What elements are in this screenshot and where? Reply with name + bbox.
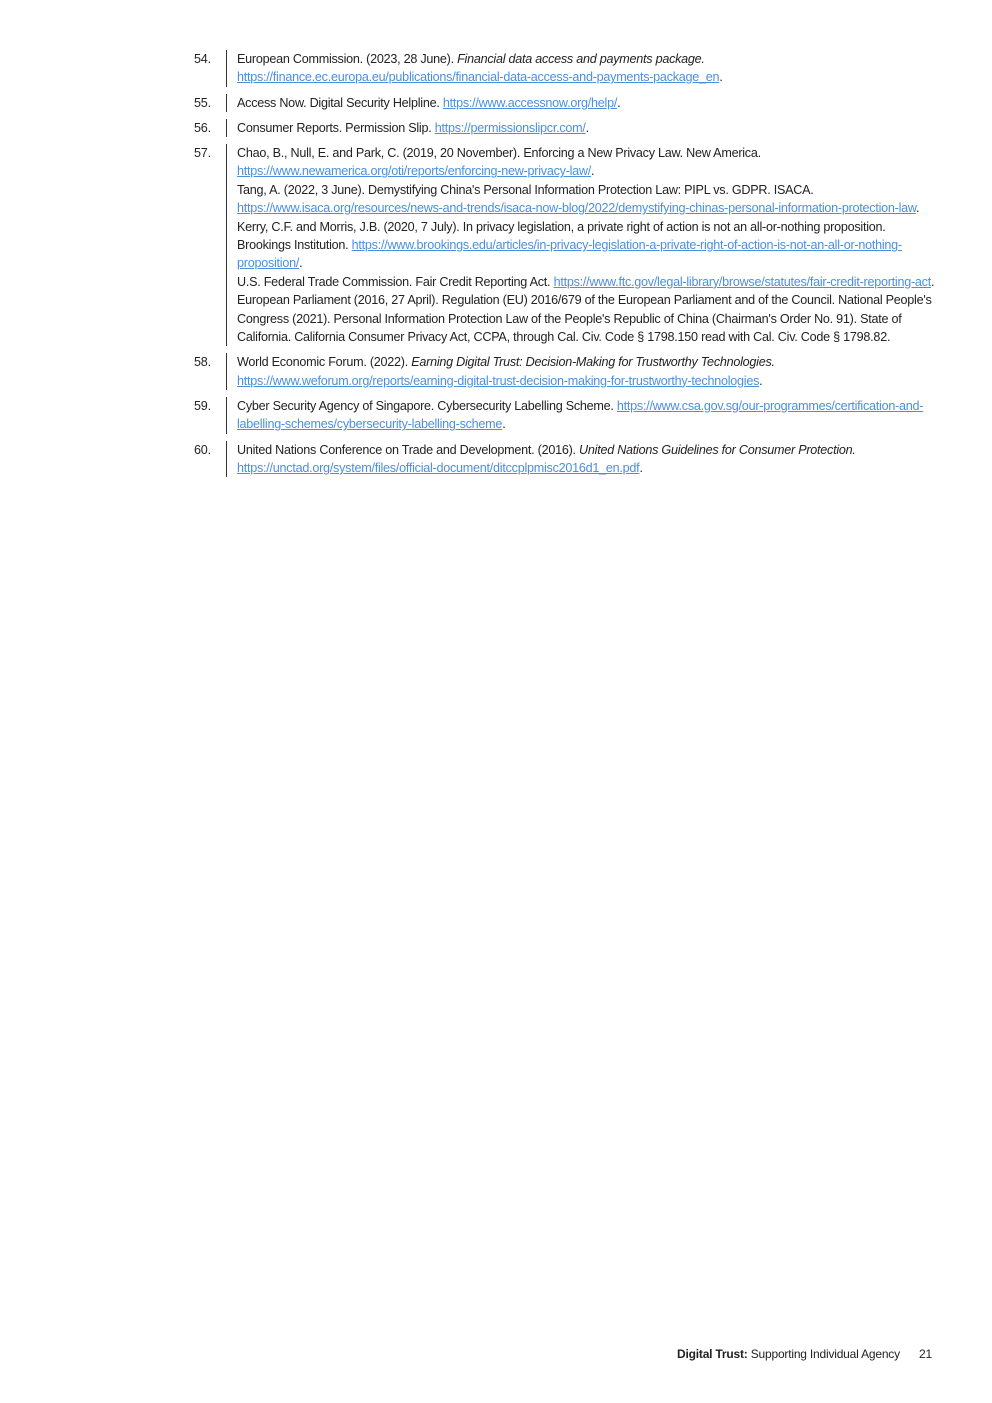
reference-title: Financial data access and payments package. xyxy=(457,52,705,66)
reference-link[interactable]: https://www.weforum.org/reports/earning-digital-trust-decision-making-for-trustworthy-technologies xyxy=(237,373,760,388)
reference-text: Kerry, C.F. and Morris, J.B. (2020, 7 July). In privacy legislation, a private right of action is not an all-or-nothing proposition. Brookings Institution. xyxy=(237,219,886,253)
reference-entry: Cyber Security Agency of Singapore. Cybersecurity Labelling Scheme. https://www.csa.gov.sg/our-programmes/certification-and-labelling-schemes/cybersecurity-labelling-scheme. xyxy=(237,398,924,432)
reference-item xyxy=(188,353,938,390)
reference-body xyxy=(226,353,938,390)
reference-number: 55. xyxy=(194,95,211,110)
reference-number: 54. xyxy=(194,52,211,66)
reference-body xyxy=(226,397,938,434)
reference-entry: U.S. Federal Trade Commission. Fair Credit Reporting Act. https://www.ftc.gov/legal-library/browse/statutes/fair-credit-reporting-act. xyxy=(237,274,935,289)
reference-body xyxy=(226,50,938,87)
reference-entry: Access Now. Digital Security Helpline. https://www.accessnow.org/help/. xyxy=(237,95,621,110)
reference-text: European Parliament (2016, 27 April). Regulation (EU) 2016/679 of the European Parliament and of the Council. National People's Congress (2021). Personal Information Protection Law of the People's Republic of China (Chairman's Order No. 91). State of California. California Consumer Privacy Act, CCPA, through Cal. Civ. Code § 1798.150 read with Cal. Civ. Code § 1798.82. xyxy=(237,293,932,345)
reference-text: Consumer Reports. Permission Slip. xyxy=(237,120,435,135)
reference-link[interactable]: https://www.newamerica.org/oti/reports/enforcing-new-privacy-law/ xyxy=(237,164,592,179)
reference-body xyxy=(226,144,938,346)
reference-item xyxy=(188,94,938,112)
reference-item xyxy=(188,50,938,87)
reference-title: Earning Digital Trust: Decision-Making for Trustworthy Technologies. xyxy=(411,355,775,370)
reference-item xyxy=(188,119,938,137)
reference-number: 57. xyxy=(194,146,211,161)
reference-title: United Nations Guidelines for Consumer Protection. xyxy=(579,442,856,457)
reference-text: United Nations Conference on Trade and Development. (2016). xyxy=(237,442,580,457)
page-number: 21 xyxy=(919,1347,932,1361)
reference-text: U.S. Federal Trade Commission. Fair Credit Reporting Act. xyxy=(237,274,554,289)
reference-entry xyxy=(237,291,938,346)
reference-link[interactable]: https://www.isaca.org/resources/news-and-trends/isaca-now-blog/2022/demystifying-chinas-personal-information-protection-law xyxy=(237,201,917,216)
page-footer xyxy=(677,1345,932,1363)
reference-text: European Commission. (2023, 28 June). xyxy=(237,52,458,66)
reference-entry: Tang, A. (2022, 3 June). Demystifying China's Personal Information Protection Law: PIPL vs. GDPR. ISACA. https://www.isaca.org/resources/news-and-trends/isaca-now-blog/2022/demystifying-chinas-personal-information-protection-law. xyxy=(237,182,920,216)
reference-body xyxy=(226,119,938,137)
reference-entry: European Commission. (2023, 28 June). Financial data access and payments package. https://finance.ec.europa.eu/publications/financial-data-access-and-payments-package_en. xyxy=(237,52,723,85)
reference-entry: World Economic Forum. (2022). Earning Digital Trust: Decision-Making for Trustworthy Technologies. https://www.weforum.org/reports/earning-digital-trust-decision-making-for-trustworthy-technologies. xyxy=(237,355,775,388)
reference-body xyxy=(226,94,938,112)
reference-number: 56. xyxy=(194,120,211,135)
reference-link[interactable]: https://www.accessnow.org/help/ xyxy=(442,95,618,110)
reference-link[interactable]: https://www.ftc.gov/legal-library/browse/statutes/fair-credit-reporting-act xyxy=(553,274,931,289)
reference-list xyxy=(188,50,938,484)
reference-link[interactable]: https://permissionslipcr.com/ xyxy=(434,120,586,135)
reference-text: Access Now. Digital Security Helpline. xyxy=(237,95,443,110)
reference-text: Tang, A. (2022, 3 June). Demystifying China's Personal Information Protection Law: PIPL vs. GDPR. ISACA. xyxy=(237,182,814,197)
reference-entry: Consumer Reports. Permission Slip. https://permissionslipcr.com/. xyxy=(237,120,589,135)
reference-entry: Kerry, C.F. and Morris, J.B. (2020, 7 July). In privacy legislation, a private right of action is not an all-or-nothing proposition. Brookings Institution. https://www.brookings.edu/articles/in-privacy-legislation-a-private-right-of-action-is-not-an-all-or-nothing-proposition/. xyxy=(237,219,902,271)
reference-link[interactable]: https://www.csa.gov.sg/our-programmes/certification-and-labelling-schemes/cybersecurity-labelling-scheme xyxy=(237,398,924,432)
reference-entry: Chao, B., Null, E. and Park, C. (2019, 20 November). Enforcing a New Privacy Law. New America. https://www.newamerica.org/oti/reports/enforcing-new-privacy-law/. xyxy=(237,146,761,179)
reference-number: 60. xyxy=(194,442,211,457)
reference-text: World Economic Forum. (2022). xyxy=(237,355,412,370)
reference-item xyxy=(188,397,938,434)
reference-entry: United Nations Conference on Trade and Development. (2016). United Nations Guidelines for Consumer Protection. https://unctad.org/system/files/official-document/ditccplpmisc2016d1_en.pdf. xyxy=(237,442,856,475)
reference-text: Cyber Security Agency of Singapore. Cybersecurity Labelling Scheme. xyxy=(237,398,617,413)
reference-number: 58. xyxy=(194,355,211,370)
reference-number: 59. xyxy=(194,398,211,413)
reference-link[interactable]: https://unctad.org/system/files/official-document/ditccplpmisc2016d1_en.pdf xyxy=(237,460,640,475)
reference-body xyxy=(226,441,938,478)
reference-item xyxy=(188,144,938,346)
reference-item xyxy=(188,441,938,478)
reference-link[interactable]: https://finance.ec.europa.eu/publications/financial-data-access-and-payments-package_en xyxy=(237,70,720,85)
footer-subtitle: Supporting Individual Agency xyxy=(750,1347,900,1361)
reference-text: Chao, B., Null, E. and Park, C. (2019, 20 November). Enforcing a New Privacy Law. New America. xyxy=(237,146,761,161)
footer-brand: Digital Trust: xyxy=(677,1347,748,1361)
reference-link[interactable]: https://www.brookings.edu/articles/in-privacy-legislation-a-private-right-of-action-is-not-an-all-or-nothing-proposition/ xyxy=(237,238,902,271)
